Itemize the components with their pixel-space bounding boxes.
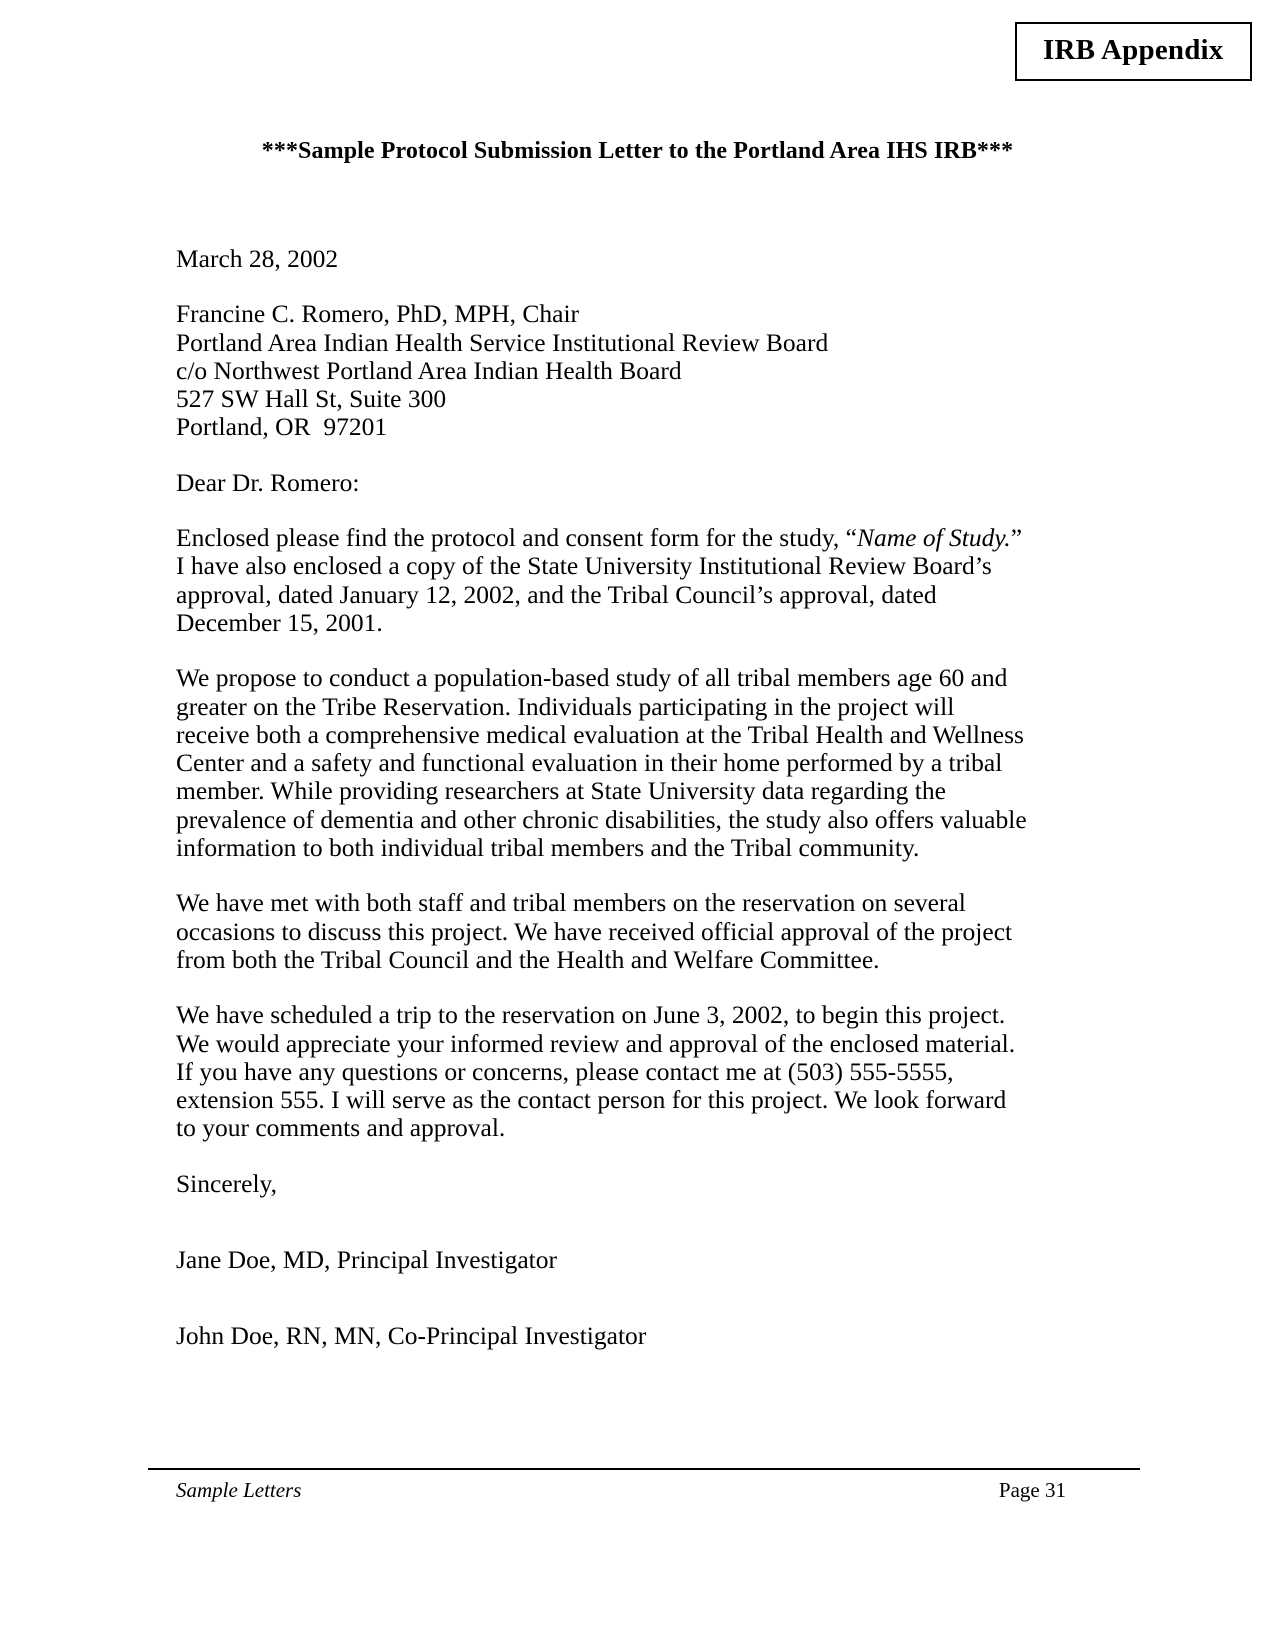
recipient-line-1: Francine C. Romero, PhD, MPH, Chair bbox=[176, 299, 580, 329]
footer-section-label: Sample Letters bbox=[176, 1478, 302, 1502]
salutation-block bbox=[176, 469, 1031, 497]
recipient-address-block bbox=[176, 300, 1031, 441]
study-name-placeholder: Name of Study. bbox=[856, 523, 1011, 553]
paragraph-1-trailing-text: ” I have also enclosed a copy of the State University Institutional Review Board’s approval, dated January 12, 2002, and the Tribal Council’s approval, dated December 15, 2001. bbox=[176, 523, 1023, 637]
closing-salutation: Sincerely, bbox=[176, 1168, 278, 1198]
body-paragraph-3: We have met with both staff and tribal members on the reservation on several occasions to discuss this project. We have received official approval of the project from both the Tribal Council and the Health and Welfare Committee. bbox=[176, 888, 1013, 974]
appendix-tag-container bbox=[1015, 22, 1275, 81]
signature-block-secondary bbox=[176, 1322, 1031, 1350]
salutation: Dear Dr. Romero: bbox=[176, 467, 360, 497]
recipient-line-5: Portland, OR 97201 bbox=[176, 412, 388, 442]
paragraph-1-lead-text: Enclosed please find the protocol and consent form for the study, “ bbox=[176, 523, 857, 553]
closing-block bbox=[176, 1170, 1031, 1198]
signature-primary: Jane Doe, MD, Principal Investigator bbox=[176, 1245, 557, 1275]
signature-space-secondary bbox=[176, 1274, 1031, 1322]
letter-date-block bbox=[176, 245, 1031, 273]
footer-page-number: Page 31 bbox=[998, 1478, 1066, 1502]
recipient-line-2: Portland Area Indian Health Service Institutional Review Board bbox=[176, 327, 829, 357]
letter-body bbox=[176, 245, 1031, 1351]
signature-block-primary bbox=[176, 1246, 1031, 1274]
body-paragraph-1 bbox=[176, 524, 1031, 637]
recipient-line-3: c/o Northwest Portland Area Indian Health Board bbox=[176, 355, 682, 385]
body-paragraph-4: We have scheduled a trip to the reservation on June 3, 2002, to begin this project. We would appreciate your informed review and approval of the enclosed material. If you have any questions or concerns, please contact me at (503) 555-5555, extension 555. I will serve as the contact person for this project. We look forward to your comments and approval. bbox=[176, 1000, 1016, 1143]
appendix-tag: IRB Appendix bbox=[1015, 22, 1252, 81]
signature-secondary: John Doe, RN, MN, Co-Principal Investigator bbox=[176, 1321, 647, 1351]
body-paragraph-2: We propose to conduct a population-based study of all tribal members age 60 and greater on the Tribe Reservation. Individuals participating in the project will receive both a comprehensive medical evaluation at the Tribal Health and Wellness Center and a safety and functional evaluation in their home performed by a tribal member. While providing researchers at State University data regarding the prevalence of dementia and other chronic disabilities, the study also offers valuable information to both individual tribal members and the Tribal community. bbox=[176, 663, 1027, 863]
recipient-line-4: 527 SW Hall St, Suite 300 bbox=[176, 384, 447, 414]
page-title: ***Sample Protocol Submission Letter to the Portland Area IHS IRB*** bbox=[261, 138, 1014, 164]
footer-divider bbox=[148, 1468, 1140, 1470]
letter-date: March 28, 2002 bbox=[176, 244, 339, 273]
page-footer bbox=[176, 1478, 1066, 1503]
signature-space-primary bbox=[176, 1198, 1031, 1246]
